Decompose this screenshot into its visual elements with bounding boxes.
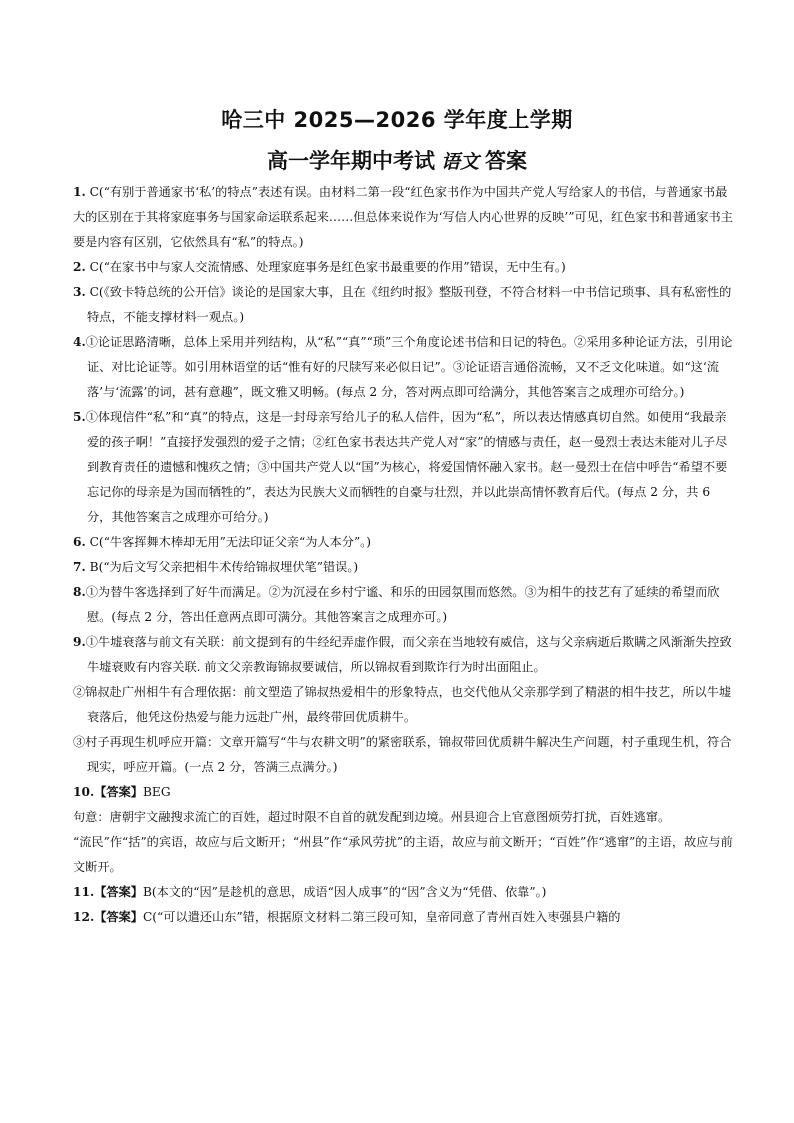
question-number: 6. xyxy=(73,535,86,549)
answer-tag: 【答案】 xyxy=(94,785,143,799)
question-number: 12. xyxy=(73,910,95,924)
question-number: 11. xyxy=(73,885,95,899)
answer-q10-explanation: “流民”作“括”的宾语，故应与后文断开；“州县”作“承风劳扰”的主语，故应与前文断开；“百姓”作“逃窜”的主语，故应与前文断开。 xyxy=(73,835,733,874)
question-number: 8. xyxy=(73,585,86,599)
subtitle-exam-name: 高一学年期中考试 xyxy=(266,149,435,173)
answer-text: C(《致卡特总统的公开信》谈论的是国家大事，且在《纽约时报》整版刊登，不符合材料一中书信记琐事、具有私密性的特点，不能支撑材料一观点。) xyxy=(87,285,732,324)
question-number: 10. xyxy=(73,785,95,799)
answer-q9 xyxy=(73,630,733,680)
answer-text: ①体现信件“私”和“真”的特点，这是一封母亲写给儿子的私人信件，因为“私”，所以表达情感真切自然。如使用“我最亲爱的孩子啊！”直接抒发强烈的爱子之情；②红色家书表达共产党人对“家”的情感与责任，赵一曼烈士表达未能对儿子尽到教育责任的遗憾和愧疚之情；③中国共产党人以“国”为核心，将爱国情怀融入家书。赵一曼烈士在信中呼告“希望不要忘记你的母亲是为国而牺牲的”，表达为民族大义而牺牲的自豪与壮烈，并以此崇高情怀教育后代。(每点 2 分，共 6 分，其他答案言之成理亦可给分。) xyxy=(85,410,728,524)
subtitle-subject: 语文 xyxy=(440,151,479,173)
question-number: 7. xyxy=(73,560,86,574)
question-number: 2. xyxy=(73,260,86,274)
answer-q8 xyxy=(73,580,733,630)
answer-q11 xyxy=(73,880,733,905)
page-subtitle xyxy=(0,145,794,175)
page-title: 哈三中 2025—2026 学年度上学期 xyxy=(221,108,573,132)
answer-text: ①牛墟衰落与前文有关联：前文提到有的牛经纪弄虚作假，而父亲在当地较有威信，这与父亲病逝后欺瞒之风渐渐失控致牛墟衰败有内容关联. 前文父亲教诲锦叔要诚信，所以锦叔看到欺诈行为时出面阻止。 xyxy=(85,635,732,674)
answer-text: B(“为后文写父亲把相牛术传给锦叔埋伏笔”错误。) xyxy=(89,560,359,574)
question-number: 4. xyxy=(73,335,86,349)
answer-tag: 【答案】 xyxy=(94,910,143,924)
answer-q3 xyxy=(73,280,733,330)
answer-text: B(本文的“因”是趁机的意思，成语“因人成事”的“因”含义为“凭借、依靠”。) xyxy=(142,885,547,899)
answer-text: ①论证思路清晰，总体上采用并列结构，从“私”“真”“琐”三个角度论述书信和日记的特色。②采用多种论证方法，引用论证、对比论证等。如引用林语堂的话“惟有好的尺牍写来必似日记”。③论证语言通俗流畅，又不乏文化味道。如“这‘流落’与‘流露’的词，甚有意趣”，既文雅又明畅。(每点 2 分，答对两点即可给满分，其他答案言之成理亦可给分。) xyxy=(85,335,733,399)
answer-text: C(“牛客挥舞木棒却无用”无法印证父亲“为人本分”。) xyxy=(89,535,372,549)
answer-q7 xyxy=(73,555,733,580)
answer-text: BEG xyxy=(142,785,171,799)
answers-body xyxy=(73,180,733,930)
answer-text: C(“可以遣还山东”错，根据原文材料二第三段可知，皇帝同意了青州百姓入枣强县户籍的 xyxy=(142,910,621,924)
answer-q12 xyxy=(73,905,733,930)
answer-text: C(“在家书中与家人交流情感、处理家庭事务是红色家书最重要的作用”错误，无中生有。) xyxy=(89,260,566,274)
question-number: 3. xyxy=(73,285,86,299)
answer-q10-gloss: 句意：唐朝宇文融搜求流亡的百姓，超过时限不自首的就发配到边境。州县迎合上官意图烦劳打扰，百姓逃窜。 xyxy=(73,810,671,824)
answer-q1 xyxy=(73,180,733,255)
answer-tag: 【答案】 xyxy=(94,885,143,899)
answer-text: ②锦叔赴广州相牛有合理依据：前文塑造了锦叔热爱相牛的形象特点，也交代他从父亲那学到了精湛的相牛技艺，所以牛墟衰落后，他凭这份热爱与能力远赴广州，最终带回优质耕牛。 xyxy=(73,685,732,724)
answer-q9-point3 xyxy=(73,730,733,780)
answer-q5 xyxy=(73,405,733,530)
answer-text: ①为替牛客选择到了好牛而满足。②为沉浸在乡村宁谧、和乐的田园氛围而悠然。③为相牛的技艺有了延续的希望而欣慰。(每点 2 分，答出任意两点即可满分。其他答案言之成理亦可。) xyxy=(85,585,720,624)
question-number: 9. xyxy=(73,635,86,649)
question-number: 5. xyxy=(73,410,86,424)
answer-q6 xyxy=(73,530,733,555)
answer-q9-point2 xyxy=(73,680,733,730)
question-number: 1. xyxy=(73,185,86,199)
answer-q10 xyxy=(73,780,733,805)
answer-text: C(“有别于普通家书‘私’的特点”表述有误。由材料二第一段“红色家书作为中国共产党人写给家人的书信，与普通家书最大的区别在于其将家庭事务与国家命运联系起来……但总体来说作为‘写信人内心世界的反映’”可见，红色家书和普通家书主要是内容有区别，它依然具有“私”的特点。) xyxy=(73,185,733,249)
answer-q4 xyxy=(73,330,733,405)
subtitle-answer-label: 答案 xyxy=(485,149,527,173)
answer-text: ③村子再现生机呼应开篇：文章开篇写“牛与农耕文明”的紧密联系，锦叔带回优质耕牛解决生产问题，村子重现生机，符合现实，呼应开篇。(一点 2 分，答满三点满分。) xyxy=(73,735,732,774)
answer-q2 xyxy=(73,255,733,280)
